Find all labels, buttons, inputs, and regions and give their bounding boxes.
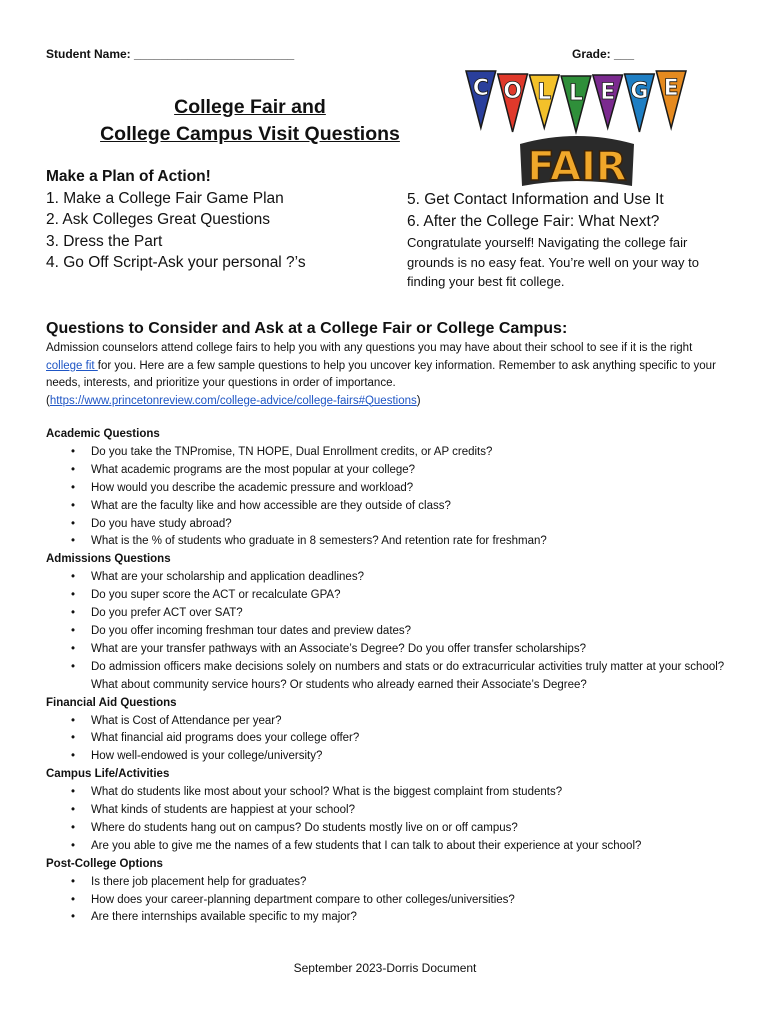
fair-word: FAIR [527,144,627,190]
question-item: • How would you describe the academic pressure and workload? [46,480,736,498]
student-name-field: Student Name: ________________________ [46,47,295,61]
section-title: Financial Aid Questions [46,696,177,709]
question-list [46,569,736,694]
plan-item: 5. Get Contact Information and Use It [407,191,664,208]
question-list [46,444,736,551]
plan-of-action [46,166,306,274]
pennant-letter: O [503,79,522,104]
question-item: • What kinds of students are happiest at your school? [46,802,736,820]
question-item: • Is there job placement help for graduates? [46,874,736,892]
questions-intro [46,340,726,410]
question-item: • What financial aid programs does your college offer? [46,730,736,748]
plan-heading: Make a Plan of Action! [46,168,211,185]
title-line-1: College Fair and [174,96,326,118]
question-item: • What is the % of students who graduate in 8 semesters? And retention rate for freshman? [46,533,736,551]
intro-text: Admission counselors attend college fairs to help you with any questions you may have about their school to see if it is the right [46,342,693,354]
question-item: • What is Cost of Attendance per year? [46,713,736,731]
question-item: • What are your scholarship and application deadlines? [46,569,736,587]
pennant-letter: E [600,80,616,105]
pennant-letter: L [537,80,552,105]
question-item: • What are the faculty like and how accessible are they outside of class? [46,498,736,516]
question-item: • Do admission officers make decisions solely on numbers and stats or do extracurricular activities truly matter at your school? What about community service hours? Or students who already earned their Associate’s Degree? [46,659,736,695]
title-line-2: College Campus Visit Questions [100,123,400,145]
question-item: • How well-endowed is your college/university? [46,748,736,766]
section-title: Campus Life/Activities [46,768,170,781]
section-title: Admissions Questions [46,553,171,566]
questions-heading: Questions to Consider and Ask at a College Fair or College Campus: [46,320,568,337]
url-close-paren: ) [416,394,421,407]
question-sections [46,426,736,927]
url-open-paren: ( [46,394,50,407]
princeton-review-link[interactable]: https://www.princetonreview.com/college-advice/college-fairs#Questions [49,394,417,407]
question-item: • Are you able to give me the names of a few students that I can talk to about their experience at your school? [46,838,736,856]
intro-text-continued: for you. Here are a few sample questions to help you uncover key information. Remember to ask anything specific to your needs, interests, and prioritize your questions in order of importance. [46,359,716,389]
footer: September 2023-Dorris Document [293,961,477,975]
plan-item: 6. After the College Fair: What Next? [407,212,660,230]
question-item: • Do you take the TNPromise, TN HOPE, Dual Enrollment credits, or AP credits? [46,444,736,462]
plan-item: 2. Ask Colleges Great Questions [46,211,271,228]
section-title: Post-College Options [46,857,163,870]
question-item: • Do you prefer ACT over SAT? [46,605,736,623]
congrats-note: Congratulate yourself! Navigating the college fair grounds is no easy feat. You’re well on your way to finding your best fit college. [407,235,699,289]
college-fit-link[interactable]: college fit [46,359,98,372]
question-item: • How does your career-planning department compare to other colleges/universities? [46,892,736,910]
pennant-letter: G [630,79,649,104]
question-item: • Do you offer incoming freshman tour dates and preview dates? [46,623,736,641]
college-fair-logo [462,66,692,190]
question-item: • What do students like most about your school? What is the biggest complaint from students? [46,784,736,802]
question-list [46,784,736,856]
page-title [60,94,440,148]
pennant-letter: C [472,76,489,101]
grade-field: Grade: ___ [572,47,635,61]
pennant-letter: E [663,76,679,101]
question-item: • Do you have study abroad? [46,516,736,534]
plan-item: 4. Go Off Script-Ask your personal ?’s [46,254,306,271]
question-list [46,713,736,767]
question-item: • What are your transfer pathways with an Associate’s Degree? Do you offer transfer scholarships? [46,641,736,659]
question-item: • Do you super score the ACT or recalculate GPA? [46,587,736,605]
pennant-letter: L [568,81,584,106]
section-title: Academic Questions [46,428,160,440]
plan-of-action-continued [407,189,664,232]
question-item: • What academic programs are the most popular at your college? [46,462,736,480]
plan-item: 3. Dress the Part [46,232,163,250]
question-item: • Are there internships available specific to my major? [46,909,736,927]
plan-item: 1. Make a College Fair Game Plan [46,189,284,207]
question-item: • Where do students hang out on campus? Do students mostly live on or off campus? [46,820,736,838]
question-list [46,874,736,928]
